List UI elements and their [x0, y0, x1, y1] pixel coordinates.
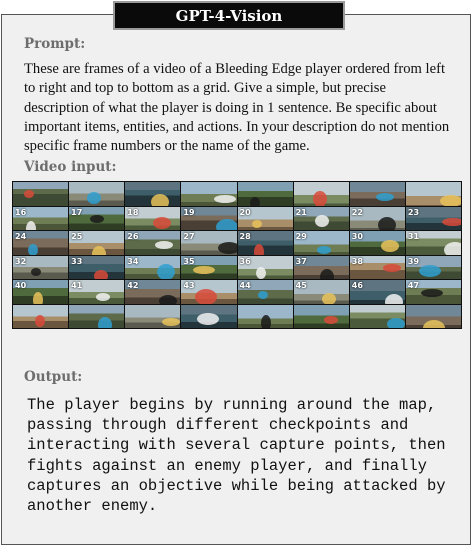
frame-number: 29	[295, 232, 307, 241]
frame-number: 17	[71, 207, 83, 217]
frame-number: 21	[295, 207, 307, 217]
frame-scene-detail	[376, 193, 394, 201]
video-frame	[181, 280, 236, 304]
video-frame	[238, 280, 293, 304]
frame-number: 46	[351, 281, 363, 290]
video-frame	[13, 231, 68, 255]
video-frame	[294, 256, 349, 280]
video-frame	[406, 182, 461, 206]
frame-number: 26	[127, 232, 139, 241]
frame-scene-detail	[155, 241, 173, 249]
frame-number: 35	[183, 256, 195, 266]
video-frame	[13, 305, 68, 329]
frame-scene-detail	[151, 194, 169, 206]
video-frame	[125, 305, 180, 329]
frame-scene-detail	[98, 317, 112, 328]
video-frame	[238, 231, 293, 255]
frame-scene-detail	[442, 218, 461, 226]
video-frame	[181, 231, 236, 255]
frame-scene-detail	[214, 195, 236, 203]
video-frame	[294, 182, 349, 206]
frame-scene-detail	[26, 221, 36, 230]
frame-number: 41	[71, 281, 83, 290]
frame-number: 47	[407, 281, 420, 290]
frame-scene-detail	[419, 265, 441, 277]
frame-scene-detail	[28, 244, 38, 254]
video-frame	[125, 256, 180, 280]
frame-scene-detail	[261, 315, 271, 328]
video-frame	[294, 207, 349, 231]
frame-number: 22	[351, 207, 363, 217]
frame-scene-detail	[387, 318, 405, 328]
prompt-text: These are frames of a video of a Bleeding Edge player ordered from left to right and top to bottom as a grid. Give a simple, but precise description of what the player is doing in 1 sentence. Be specific about important items, entities, and actions. In your description do not mention specific frame numbers or the name of the game.	[24, 61, 450, 155]
video-frame	[181, 256, 236, 280]
video-frame	[125, 207, 180, 231]
frame-number: 38	[351, 256, 363, 266]
frame-scene-detail	[31, 268, 41, 276]
frame-scene-detail	[35, 315, 45, 327]
frame-scene-detail	[421, 289, 443, 297]
frame-scene-detail	[315, 215, 329, 227]
video-frame	[406, 207, 461, 231]
video-frame	[406, 256, 461, 280]
output-text: The player begins by running around the map, passing through different checkpoints and interacting with several capture points, then fights against an enemy player, and finally captures an objective while being attacked by another enemy.	[27, 396, 446, 516]
video-frame	[181, 182, 236, 206]
panel-title: GPT-4-Vision	[113, 1, 345, 30]
frame-number: 25	[71, 232, 83, 241]
video-frame	[294, 231, 349, 255]
video-frame	[125, 231, 180, 255]
frame-number: 32	[15, 256, 27, 266]
frame-scene-detail	[162, 318, 180, 326]
video-frame	[69, 207, 124, 231]
video-frame	[350, 256, 405, 280]
frame-scene-detail	[159, 295, 177, 304]
frame-scene-detail	[256, 267, 266, 279]
frame-scene-detail	[254, 244, 264, 255]
video-frame	[406, 280, 461, 304]
frame-scene-detail	[320, 269, 334, 279]
frame-scene-detail	[94, 270, 108, 279]
frame-number: 20	[239, 207, 251, 217]
frame-scene-detail	[440, 195, 462, 206]
video-frame	[69, 256, 124, 280]
frame-scene-detail	[153, 217, 171, 229]
video-frame	[13, 256, 68, 280]
frame-scene-detail	[24, 190, 34, 198]
frame-number: 42	[127, 281, 139, 290]
frame-scene-detail	[322, 293, 336, 304]
frame-scene-detail	[193, 266, 215, 274]
frame-scene-detail	[381, 240, 399, 252]
frame-scene-detail	[383, 264, 401, 272]
frame-number: 18	[127, 207, 139, 217]
frame-scene-detail	[90, 215, 104, 223]
video-frame	[125, 280, 180, 304]
frame-scene-detail	[324, 316, 338, 324]
video-frame	[69, 231, 124, 255]
video-frame	[181, 207, 236, 231]
frame-number: 27	[183, 232, 195, 241]
frame-scene-detail	[258, 291, 268, 299]
frame-scene-detail	[385, 294, 403, 303]
frame-scene-detail	[218, 242, 236, 254]
video-frame	[350, 280, 405, 304]
frame-number: 24	[15, 232, 27, 241]
video-frame	[69, 182, 124, 206]
frame-scene-detail	[96, 293, 110, 301]
video-frame	[406, 305, 461, 329]
video-frame	[238, 256, 293, 280]
video-frame	[294, 280, 349, 304]
frame-scene-detail	[92, 246, 106, 254]
video-frame	[13, 280, 68, 304]
frame-number: 33	[71, 256, 83, 266]
frame-scene-detail	[378, 217, 396, 230]
frame-scene-detail	[216, 219, 236, 230]
frame-scene-detail	[157, 264, 175, 279]
video-frame	[13, 182, 68, 206]
output-label: Output:	[24, 369, 83, 385]
frame-number: 31	[407, 232, 420, 241]
frame-number: 36	[239, 256, 251, 266]
frame-number: 19	[183, 207, 195, 217]
frame-number: 16	[15, 207, 27, 217]
video-frame	[238, 182, 293, 206]
prompt-label: Prompt:	[24, 36, 86, 52]
frame-number: 39	[407, 256, 420, 266]
frame-scene-detail	[252, 220, 262, 228]
video-frame	[125, 182, 180, 206]
frame-number: 45	[295, 281, 307, 290]
video-frame	[69, 305, 124, 329]
frame-number: 23	[407, 207, 420, 217]
frame-number: 28	[239, 232, 251, 241]
frame-number: 40	[15, 281, 27, 290]
frame-scene-detail	[197, 313, 219, 325]
frame-scene-detail	[33, 292, 43, 304]
video-frame	[406, 231, 461, 255]
video-frame	[294, 305, 349, 329]
video-frame	[238, 305, 293, 329]
frame-number: 30	[351, 232, 363, 241]
video-frame	[350, 231, 405, 255]
frame-number: 37	[295, 256, 307, 266]
frame-number: 34	[127, 256, 139, 266]
frame-scene-detail	[87, 192, 101, 204]
video-frame	[238, 207, 293, 231]
frame-scene-detail	[195, 289, 217, 303]
video-frame-grid	[12, 181, 462, 329]
video-frame	[181, 305, 236, 329]
frame-scene-detail	[444, 242, 461, 255]
frame-number: 44	[239, 281, 251, 290]
frame-scene-detail	[313, 191, 327, 205]
frame-scene-detail	[250, 197, 260, 206]
frame-scene-detail	[317, 246, 331, 254]
video-frame	[13, 207, 68, 231]
video-input-label: Video input:	[24, 159, 117, 175]
video-frame	[350, 305, 405, 329]
video-frame	[350, 182, 405, 206]
frame-number: 43	[183, 281, 195, 290]
frame-scene-detail	[423, 320, 445, 328]
video-frame	[69, 280, 124, 304]
video-frame	[350, 207, 405, 231]
